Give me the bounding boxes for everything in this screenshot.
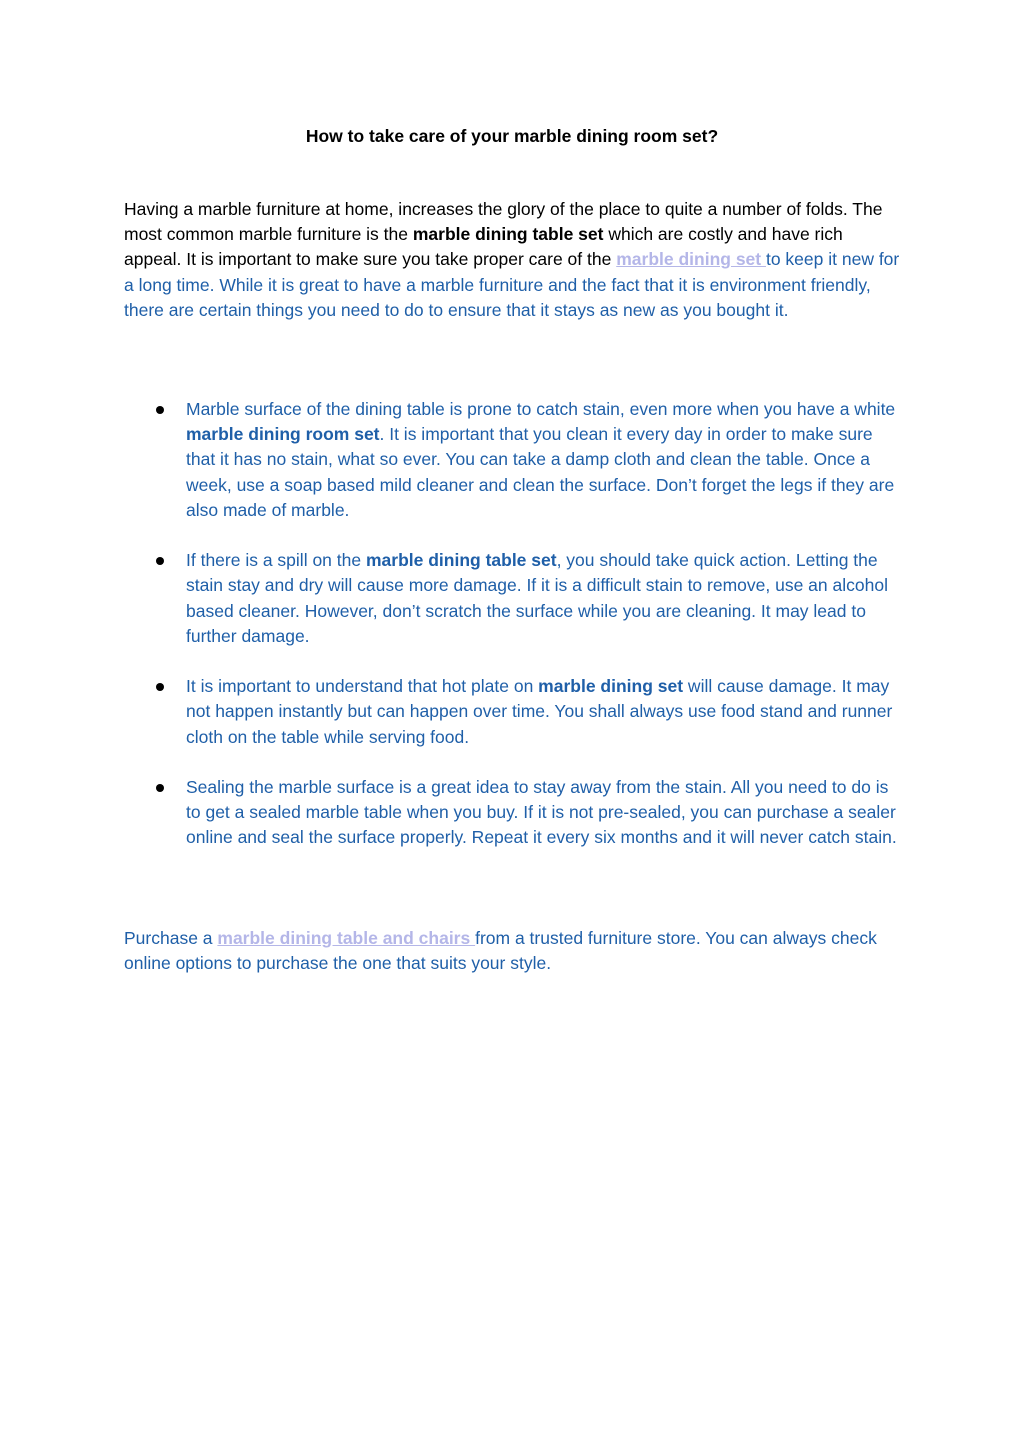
bullet-text-2: will cause damage. It may not happen instantly but can happen over time. You shall always use food stand and runner cloth on the table while serving food. [186,676,893,747]
intro-text-3: to keep it new for a long time. While it is great to have a marble furniture and the fact that it is environment friendly, there are certain things you need to do to ensure that it stays as new as you bought it. [124,249,900,320]
intro-paragraph [124,197,900,323]
intro-bold-keyword: marble dining table set [412,224,604,245]
bullet-text-2: . It is important that you clean it every day in order to make sure that it has no stain, what so ever. You can take a damp cloth and clean the table. Once a week, use a soap based mild cleaner and clean the surface. Don’t forget the legs if they are also made of marble. [186,424,895,520]
list-item [124,397,900,523]
intro-text-1: Having a marble furniture at home, increases the glory of the place to quite a number of folds. The most common marble furniture is the [124,199,883,245]
bullet-text-1: Sealing the marble surface is a great idea to stay away from the stain. All you need to do is to get a sealed marble table when you buy. If it is not pre-sealed, you can purchase a sealer online and seal the surface properly. Repeat it every six months and it will never catch stain. [186,777,897,848]
bullet-text-1: Marble surface of the dining table is prone to catch stain, even more when you have a white [186,399,896,419]
closing-text-1: Purchase a [124,928,218,948]
bullet-bold-keyword: marble dining set [538,676,684,697]
bullet-text-2: , you should take quick action. Letting the stain stay and dry will cause more damage. If it is a difficult stain to remove, use an alcohol based cleaner. However, don’t scratch the surface while you are cleaning. It may lead to further damage. [186,550,888,646]
list-item [124,674,900,750]
list-item [124,548,900,649]
bullet-bold-keyword: marble dining table set [365,550,557,571]
closing-text-2: from a trusted furniture store. You can always check online options to purchase the one that suits your style. [124,928,877,974]
bullet-text-1: It is important to understand that hot plate on [186,676,539,697]
bullet-icon [156,406,164,414]
list-item [124,775,900,851]
closing-marble-table-chairs-link[interactable]: marble dining table and chairs [217,928,476,948]
bullet-text-1: If there is a spill on the [186,550,366,571]
closing-paragraph [124,926,900,976]
bullet-bold-keyword: marble dining room set [186,424,380,445]
intro-marble-dining-set-link[interactable]: marble dining set [616,249,766,270]
bullet-icon [156,784,164,792]
bullet-icon [156,557,164,565]
document-title: How to take care of your marble dining room set? [305,126,719,146]
care-tips-list [124,397,900,876]
bullet-icon [156,683,164,691]
intro-text-2: which are costly and have rich appeal. It is important to make sure you take proper care of the [124,224,843,270]
